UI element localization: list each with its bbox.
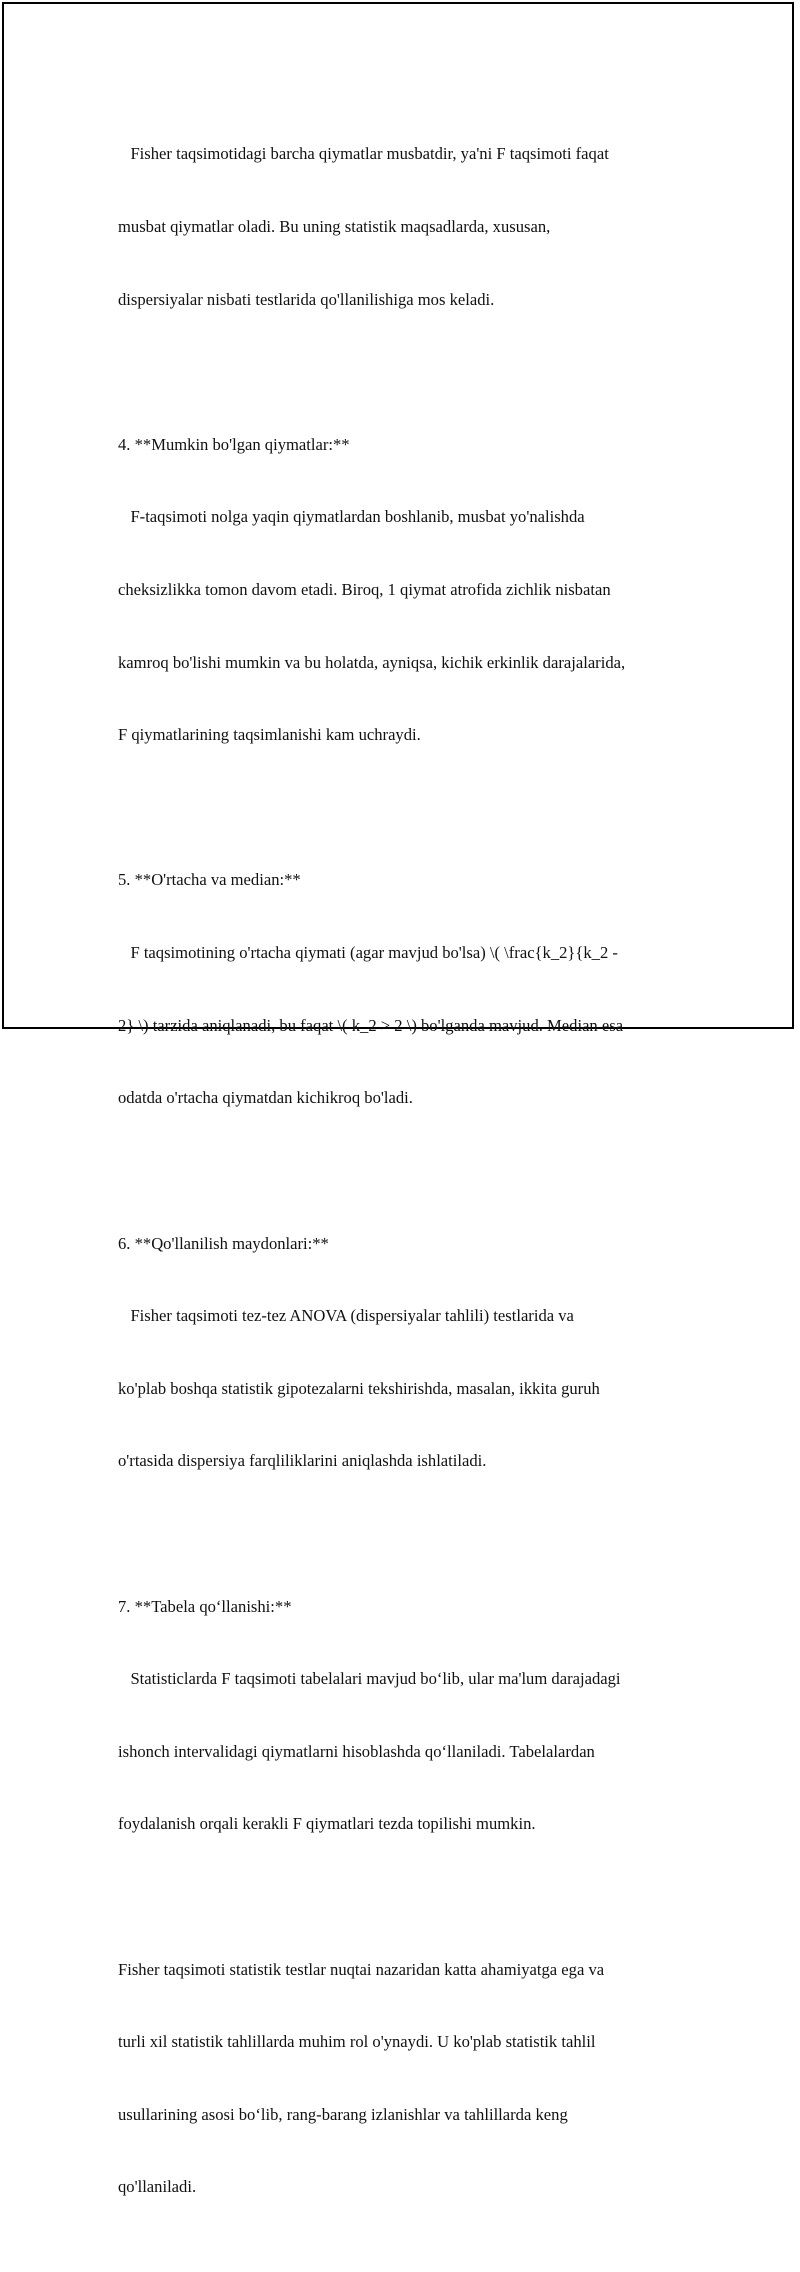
text-line: odatda o'rtacha qiymatdan kichikroq bo'ladi. (118, 1088, 413, 1108)
section-heading: 4. **Mumkin bo'lgan qiymatlar:** (118, 434, 350, 454)
paragraph-tables (118, 1546, 693, 1885)
text-line: 2} \) tarzida aniqlanadi, bu faqat \( k_2 > 2 \) bo'lganda mavjud. Median esa (118, 1015, 624, 1035)
text-line: F qiymatlarining taqsimlanishi kam uchraydi. (118, 725, 421, 745)
section-heading: 7. **Tabela qo‘llanishi:** (118, 1596, 292, 1616)
text-line: F taqsimotining o'rtacha qiymati (agar mavjud bo'lsa) \( \frac{k_2}{k_2 - (118, 943, 618, 963)
document-body (118, 94, 693, 2272)
section-heading: 5. **O'rtacha va median:** (118, 870, 301, 890)
text-line: kamroq bo'lishi mumkin va bu holatda, ayniqsa, kichik erkinlik darajalarida, (118, 652, 626, 672)
text-line: Fisher taqsimoti statistik testlar nuqtai nazaridan katta ahamiyatga ega va (118, 1959, 605, 1979)
paragraph-mean-median (118, 820, 693, 1159)
text-line: Fisher taqsimotidagi barcha qiymatlar musbatdir, ya'ni F taqsimoti faqat (118, 144, 609, 164)
section-heading: 6. **Qo'llanilish maydonlari:** (118, 1233, 329, 1253)
paragraph-positivity (118, 94, 693, 360)
paragraph-possible-values (118, 384, 693, 795)
text-line: ishonch intervalidagi qiymatlarni hisoblashda qo‘llaniladi. Tabelalardan (118, 1741, 595, 1761)
text-line: turli xil statistik tahlillarda muhim rol o'ynaydi. U ko'plab statistik tahlil (118, 2032, 596, 2052)
text-line: Statisticlarda F taqsimoti tabelalari mavjud bo‘lib, ular ma'lum darajadagi (118, 1669, 621, 1689)
text-line: cheksizlikka tomon davom etadi. Biroq, 1 qiymat atrofida zichlik nisbatan (118, 580, 611, 600)
text-line: qo'llaniladi. (118, 2177, 197, 2197)
text-line: musbat qiymatlar oladi. Bu uning statistik maqsadlarda, xususan, (118, 217, 551, 237)
text-line: foydalanish orqali kerakli F qiymatlari tezda topilishi mumkin. (118, 1814, 536, 1834)
paragraph-conclusion (118, 1909, 693, 2248)
text-line: o'rtasida dispersiya farqliliklarini aniqlashda ishlatiladi. (118, 1451, 487, 1471)
text-line: ko'plab boshqa statistik gipotezalarni tekshirishda, masalan, ikkita guruh (118, 1378, 600, 1398)
text-line: dispersiyalar nisbati testlarida qo'llanilishiga mos keladi. (118, 289, 495, 309)
text-line: Fisher taqsimoti tez-tez ANOVA (dispersiyalar tahlili) testlarida va (118, 1306, 574, 1326)
text-line: usullarining asosi bo‘lib, rang-barang izlanishlar va tahlillarda keng (118, 2104, 568, 2124)
paragraph-applications (118, 1183, 693, 1522)
text-line: F-taqsimoti nolga yaqin qiymatlardan boshlanib, musbat yo'nalishda (118, 507, 585, 527)
